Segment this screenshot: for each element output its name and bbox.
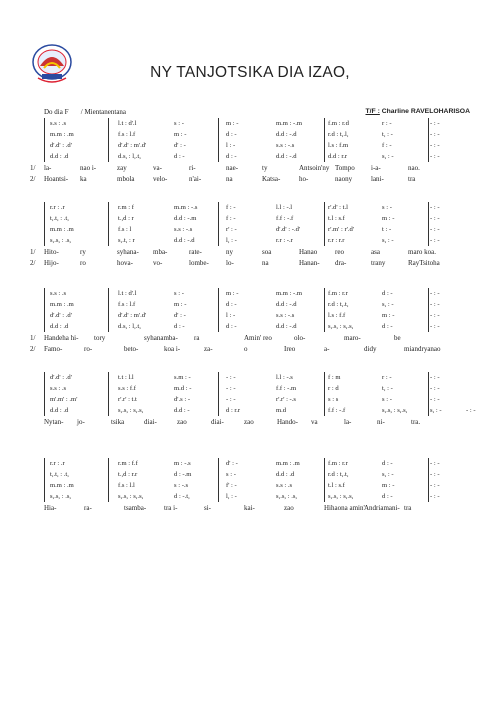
note-group: s, : -: [382, 153, 394, 160]
lyric-word: la-: [344, 418, 352, 426]
note-group: r'.m' : r'.d': [328, 226, 354, 233]
lyric-word: velo-: [153, 175, 168, 183]
note-group: t, : -: [382, 131, 393, 138]
bar-line: [108, 458, 109, 502]
note-group: r'.r' : -.s: [276, 396, 296, 403]
lyric-word: Famo-: [44, 345, 63, 353]
note-group: f.f : -.m: [276, 385, 297, 392]
note-group: f : -: [382, 142, 392, 149]
bar-line: [428, 288, 429, 332]
note-group: s, : -: [382, 471, 394, 478]
note-group: r'.r' : t.t: [118, 396, 137, 403]
note-group: d.d : .d: [50, 323, 69, 330]
note-group: - : -: [430, 226, 440, 233]
note-group: - : -: [430, 385, 440, 392]
note-group: m.m : -.m: [276, 120, 303, 127]
lyric-word: a-: [324, 345, 330, 353]
note-group: r.d : t,.t,: [328, 301, 349, 308]
note-group: t.l : s.f: [328, 215, 345, 222]
note-group: r.m : f.f: [118, 460, 138, 467]
lyric-word: zao: [244, 418, 254, 426]
lyric-word: Hoantsi-: [44, 175, 69, 183]
bar-line: [324, 202, 325, 246]
note-group: d : -: [382, 290, 393, 297]
lyric-word: ro: [80, 259, 86, 267]
note-group: d'.d' : -.d': [276, 226, 301, 233]
note-group: r.m : f: [118, 204, 134, 211]
bar-line: [108, 288, 109, 332]
note-group: s : -: [382, 204, 392, 211]
lyric-word: za-: [204, 345, 213, 353]
note-group: s, : -: [382, 301, 394, 308]
lyric-word: Hanao: [299, 248, 318, 256]
author-name: Charline RAVELOHARISOA: [381, 108, 470, 115]
lyric-word: trany: [371, 259, 386, 267]
note-group: d : -: [226, 301, 237, 308]
note-group: r.d : t,.l,: [328, 131, 349, 138]
note-group: m : -: [382, 482, 395, 489]
lyric-word: Ireo: [284, 345, 296, 353]
bar-line: [218, 118, 219, 162]
note-group: m.m : .m: [50, 131, 74, 138]
lyric-word: n'ai-: [189, 175, 202, 183]
note-group: m.m : -.s: [174, 204, 198, 211]
note-group: m : -: [174, 301, 187, 308]
note-group: l.t : d'.l: [118, 290, 137, 297]
note-group: m : -: [226, 290, 239, 297]
note-group: l.s : f.m: [328, 142, 349, 149]
note-group: - : -: [430, 142, 440, 149]
note-group: r.r : -.r: [276, 237, 293, 244]
note-group: s.s : .s: [50, 385, 67, 392]
note-group: f.s : l.f: [118, 301, 136, 308]
note-group: l : -: [226, 312, 236, 319]
lyric-word: tra i-: [164, 504, 178, 512]
note-group: - : -: [430, 120, 440, 127]
lyric-word: ro-: [84, 345, 93, 353]
note-group: f.f : -.f: [328, 407, 346, 414]
note-group: l, : -: [226, 237, 237, 244]
lyric-word: jo-: [77, 418, 85, 426]
note-group: s.s : -.s: [174, 226, 193, 233]
note-group: d.s, : l,.t,: [118, 323, 141, 330]
lyric-word: syhanamba-: [144, 334, 178, 342]
lyric-word: nao i-: [80, 164, 97, 172]
note-group: f.m : r.r: [328, 460, 348, 467]
lyric-word: Handeha hi-: [44, 334, 79, 342]
lyric-word: RayTsitoha: [408, 259, 440, 267]
lyric-word: tsika: [111, 418, 125, 426]
bar-line: [108, 118, 109, 162]
note-group: d : -: [382, 493, 393, 500]
note-group: - : -: [430, 290, 440, 297]
note-group: s : -: [382, 396, 392, 403]
lyric-word: na: [262, 259, 269, 267]
system-brace: [44, 202, 45, 246]
note-group: t, : -: [382, 385, 393, 392]
note-group: s,.s, : s,.s,: [118, 407, 144, 414]
note-group: m : -: [382, 215, 395, 222]
note-group: d'.d' : .d': [50, 374, 72, 381]
note-group: d.d : -.d: [276, 301, 297, 308]
key-label: Do dia F: [44, 108, 69, 116]
lyric-word: ri-: [189, 164, 196, 172]
note-group: - : -: [430, 396, 440, 403]
note-group: s.m : -: [174, 374, 191, 381]
lyric-word: ka: [80, 175, 87, 183]
lyric-word: naony: [335, 175, 353, 183]
note-group: - : -: [430, 131, 440, 138]
note-group: d'.s : -: [174, 396, 191, 403]
bar-line: [324, 458, 325, 502]
note-group: m : -: [226, 120, 239, 127]
note-group: s : -: [174, 120, 184, 127]
lyric-word: ra: [194, 334, 200, 342]
note-group: s, : -: [430, 407, 442, 414]
system-brace: [44, 118, 45, 162]
lyric-word: tra: [404, 504, 412, 512]
note-group: f.s : l.f: [118, 131, 136, 138]
bar-line: [428, 118, 429, 162]
lyric-word: Hito-: [44, 248, 59, 256]
note-group: f.s : l.l: [118, 482, 135, 489]
lyric-word: ho-: [299, 175, 309, 183]
key-tempo: [44, 108, 126, 116]
note-group: m : -: [174, 131, 187, 138]
note-group: l.s : f.f: [328, 312, 346, 319]
note-group: s,.s, : s,.s,: [382, 407, 408, 414]
verse-number: 2/: [30, 175, 36, 183]
note-group: r'.d' : t.l: [328, 204, 348, 211]
verse-number: 1/: [30, 164, 36, 172]
note-group: d : -: [174, 153, 185, 160]
note-group: s,.s, : .s,: [276, 493, 298, 500]
lyric-word: zao: [177, 418, 187, 426]
note-group: - : -: [430, 153, 440, 160]
note-group: s : -.s: [174, 482, 189, 489]
note-group: r : -: [382, 374, 392, 381]
note-group: s : s: [328, 396, 339, 403]
lyric-word: lo-: [226, 259, 234, 267]
lyric-word: ny: [226, 248, 233, 256]
note-group: d.d : .d: [276, 471, 295, 478]
bar-line: [324, 118, 325, 162]
lyric-word: va-: [153, 164, 162, 172]
lyric-word: Amin' reo: [244, 334, 272, 342]
bar-line: [324, 372, 325, 416]
bar-line: [218, 202, 219, 246]
lyric-word: beto-: [124, 345, 139, 353]
note-group: l : -: [226, 142, 236, 149]
system-brace: [44, 288, 45, 332]
note-group: t : -: [382, 226, 392, 233]
note-group: s,.s, : s,.s,: [118, 493, 144, 500]
author-label: T/F :: [365, 108, 380, 115]
lyric-word: miandryanao: [404, 345, 441, 353]
note-group: d' : -: [226, 460, 238, 467]
note-group: d : -: [382, 323, 393, 330]
note-group: d.d : -.m: [174, 215, 197, 222]
note-group: m.m : .m: [50, 482, 74, 489]
note-group: l.t : d'.l: [118, 120, 137, 127]
note-group: t.l : s.f: [328, 482, 345, 489]
lyric-word: nae-: [226, 164, 239, 172]
lyric-word: lani-: [371, 175, 384, 183]
lyric-word: o: [244, 345, 248, 353]
note-group: d.d : .d: [50, 407, 69, 414]
lyric-word: Hijo-: [44, 259, 59, 267]
note-group: - : -: [430, 460, 440, 467]
note-group: f : m: [328, 374, 341, 381]
note-group: d.s, : l,.t,: [118, 153, 141, 160]
lyric-word: diai-: [211, 418, 224, 426]
note-group: s,.s, : s,.s,: [328, 493, 354, 500]
author-block: [366, 108, 471, 115]
note-group: - : -: [430, 237, 440, 244]
note-group: d : -: [226, 131, 237, 138]
note-group: d'.d' : .d': [50, 142, 72, 149]
note-group: m : -.s: [174, 460, 191, 467]
note-group: s,.t, : r: [118, 237, 135, 244]
page-title: NY TANJOTSIKA DIA IZAO,: [150, 64, 350, 81]
note-group: f' : -: [226, 482, 237, 489]
note-group: t.,d : r: [118, 215, 134, 222]
note-group: d : -: [174, 323, 185, 330]
note-group: - : -: [430, 471, 440, 478]
lyric-word: ra-: [84, 504, 92, 512]
lyric-word: Antsoin'ny: [299, 164, 330, 172]
lyric-word: tsamba-: [124, 504, 147, 512]
bar-line: [428, 202, 429, 246]
note-group: m.m : .m: [50, 226, 74, 233]
note-group: m.d: [276, 407, 287, 414]
note-group: - : -: [430, 323, 440, 330]
lyric-word: maro koa.: [408, 248, 436, 256]
note-group: - : -: [430, 374, 440, 381]
note-group: s.s : -.s: [276, 312, 295, 319]
note-group: m.m : .m: [276, 460, 300, 467]
verse-number: 2/: [30, 259, 36, 267]
verse-number: 2/: [30, 345, 36, 353]
lyric-word: mba-: [153, 248, 168, 256]
note-group: d' : -: [174, 312, 186, 319]
lyric-word: tra: [408, 175, 416, 183]
lyric-word: Hia-: [44, 504, 57, 512]
note-group: l, : -: [226, 493, 237, 500]
lyric-word: asa: [371, 248, 380, 256]
note-group: f : -: [226, 204, 236, 211]
bar-line: [108, 202, 109, 246]
note-group: d.d : .d: [50, 153, 69, 160]
note-group: t,.t, : .t,: [50, 215, 69, 222]
lyric-word: i-a-: [371, 164, 381, 172]
note-group: d'.d' : m'.d': [118, 142, 147, 149]
lyric-word: soa: [262, 248, 272, 256]
lyric-word: reo: [335, 248, 344, 256]
lyric-word: la-: [44, 164, 52, 172]
note-group: l.l : -.s: [276, 374, 293, 381]
bar-line: [218, 372, 219, 416]
note-group: d : r.r: [226, 407, 241, 414]
lyric-word: hova-: [117, 259, 133, 267]
lyric-word: dra-: [335, 259, 347, 267]
note-group: m.d : -: [174, 385, 192, 392]
note-group: d.d : -.d: [276, 153, 297, 160]
lyric-word: syhana-: [117, 248, 139, 256]
note-group: r.r : r.r: [328, 237, 345, 244]
lyric-word: ni-: [377, 418, 385, 426]
bar-line: [108, 372, 109, 416]
note-group: m : -: [382, 312, 395, 319]
note-group: s.s : -.s: [276, 142, 295, 149]
note-group: - : -: [430, 204, 440, 211]
verse-number: 1/: [30, 248, 36, 256]
lyric-word: koa i-: [164, 345, 181, 353]
lyric-word: Hanan-: [299, 259, 320, 267]
note-group: f.m : r.r: [328, 290, 348, 297]
note-group: m.m : .m: [50, 301, 74, 308]
lyric-word: nao.: [408, 164, 420, 172]
note-group: d'.d' : m'.d': [118, 312, 147, 319]
lyric-word: va: [311, 418, 318, 426]
lyric-word: Katsa-: [262, 175, 281, 183]
lyric-word: tory: [94, 334, 106, 342]
note-group: s,.s, : .s,: [50, 237, 72, 244]
note-group: d : -: [382, 460, 393, 467]
note-group: f.s : l: [118, 226, 132, 233]
lyric-word: tra.: [411, 418, 421, 426]
note-group: s,.s, : .s,: [50, 493, 72, 500]
note-group: s.s : .s: [276, 482, 293, 489]
system-brace: [44, 458, 45, 502]
note-group: d.d : -.d: [276, 323, 297, 330]
note-group: d' : -: [174, 142, 186, 149]
lyric-word: rate-: [189, 248, 202, 256]
note-group: s, : -: [382, 237, 394, 244]
note-group: s : -: [226, 471, 236, 478]
lyric-word: be: [394, 334, 401, 342]
lyric-word: Hihaona amin': [324, 504, 365, 512]
note-group: r.d : t,.t,: [328, 471, 349, 478]
lyric-word: Andriamani-: [364, 504, 400, 512]
note-group: - : -: [466, 407, 476, 414]
note-group: d.d : -.d: [276, 131, 297, 138]
note-group: f.m : r.d: [328, 120, 349, 127]
note-group: - : -: [430, 301, 440, 308]
lyric-word: mbola: [117, 175, 135, 183]
lyric-word: zao: [284, 504, 294, 512]
lyric-word: diai-: [144, 418, 157, 426]
note-group: t.t : l.l: [118, 374, 134, 381]
bar-line: [218, 458, 219, 502]
note-group: r.r : .r: [50, 460, 65, 467]
note-group: s,.s, : s,.s,: [328, 323, 354, 330]
note-group: r : d: [328, 385, 339, 392]
bar-line: [324, 288, 325, 332]
note-group: s.s : f.f: [118, 385, 136, 392]
lyric-word: olo-: [294, 334, 306, 342]
lyric-word: Hando-: [277, 418, 298, 426]
lyric-word: didy: [364, 345, 377, 353]
note-group: d.d : -: [174, 407, 190, 414]
lyric-word: Tompo: [335, 164, 355, 172]
note-group: r.r : .r: [50, 204, 65, 211]
note-group: f.f : -.f: [276, 215, 294, 222]
note-group: - : -: [226, 374, 236, 381]
lyric-word: ty: [262, 164, 268, 172]
lyric-word: vo-: [153, 259, 163, 267]
note-group: s : -: [174, 290, 184, 297]
note-group: - : -: [226, 396, 236, 403]
note-group: d : -.t,: [174, 493, 190, 500]
note-group: d : -: [226, 153, 237, 160]
verse-number: 1/: [30, 334, 36, 342]
note-group: - : -: [226, 385, 236, 392]
lyric-word: Nytan-: [44, 418, 64, 426]
note-group: - : -: [430, 493, 440, 500]
note-group: d'.d' : .d': [50, 312, 72, 319]
bar-line: [428, 458, 429, 502]
system-brace: [44, 372, 45, 416]
note-group: s.s : .s: [50, 290, 67, 297]
note-group: d : -: [226, 323, 237, 330]
note-group: l.l : -.l: [276, 204, 293, 211]
bar-line: [218, 288, 219, 332]
bar-line: [428, 372, 429, 416]
note-group: d.d : -.d: [174, 237, 195, 244]
lyric-word: na: [226, 175, 233, 183]
note-group: t.,d : r.r: [118, 471, 138, 478]
note-group: m'.m' : .m': [50, 396, 78, 403]
lyric-word: ry: [80, 248, 86, 256]
note-group: f : -: [226, 215, 236, 222]
note-group: - : -: [430, 215, 440, 222]
note-group: m.m : -.m: [276, 290, 303, 297]
note-group: r' : -: [226, 226, 237, 233]
tempo-label: / Mientanentana: [80, 108, 127, 116]
lyric-word: zay: [117, 164, 127, 172]
lyric-word: maro-: [344, 334, 361, 342]
lyric-word: si-: [204, 504, 211, 512]
note-group: s.s : .s: [50, 120, 67, 127]
lyric-word: lombe-: [189, 259, 209, 267]
note-group: d.d : r.r: [328, 153, 348, 160]
lyric-word: kai-: [244, 504, 255, 512]
note-group: - : -: [430, 312, 440, 319]
note-group: t,.t, : .t,: [50, 471, 69, 478]
note-group: r : -: [382, 120, 392, 127]
note-group: - : -: [430, 482, 440, 489]
note-group: d : -.m: [174, 471, 192, 478]
